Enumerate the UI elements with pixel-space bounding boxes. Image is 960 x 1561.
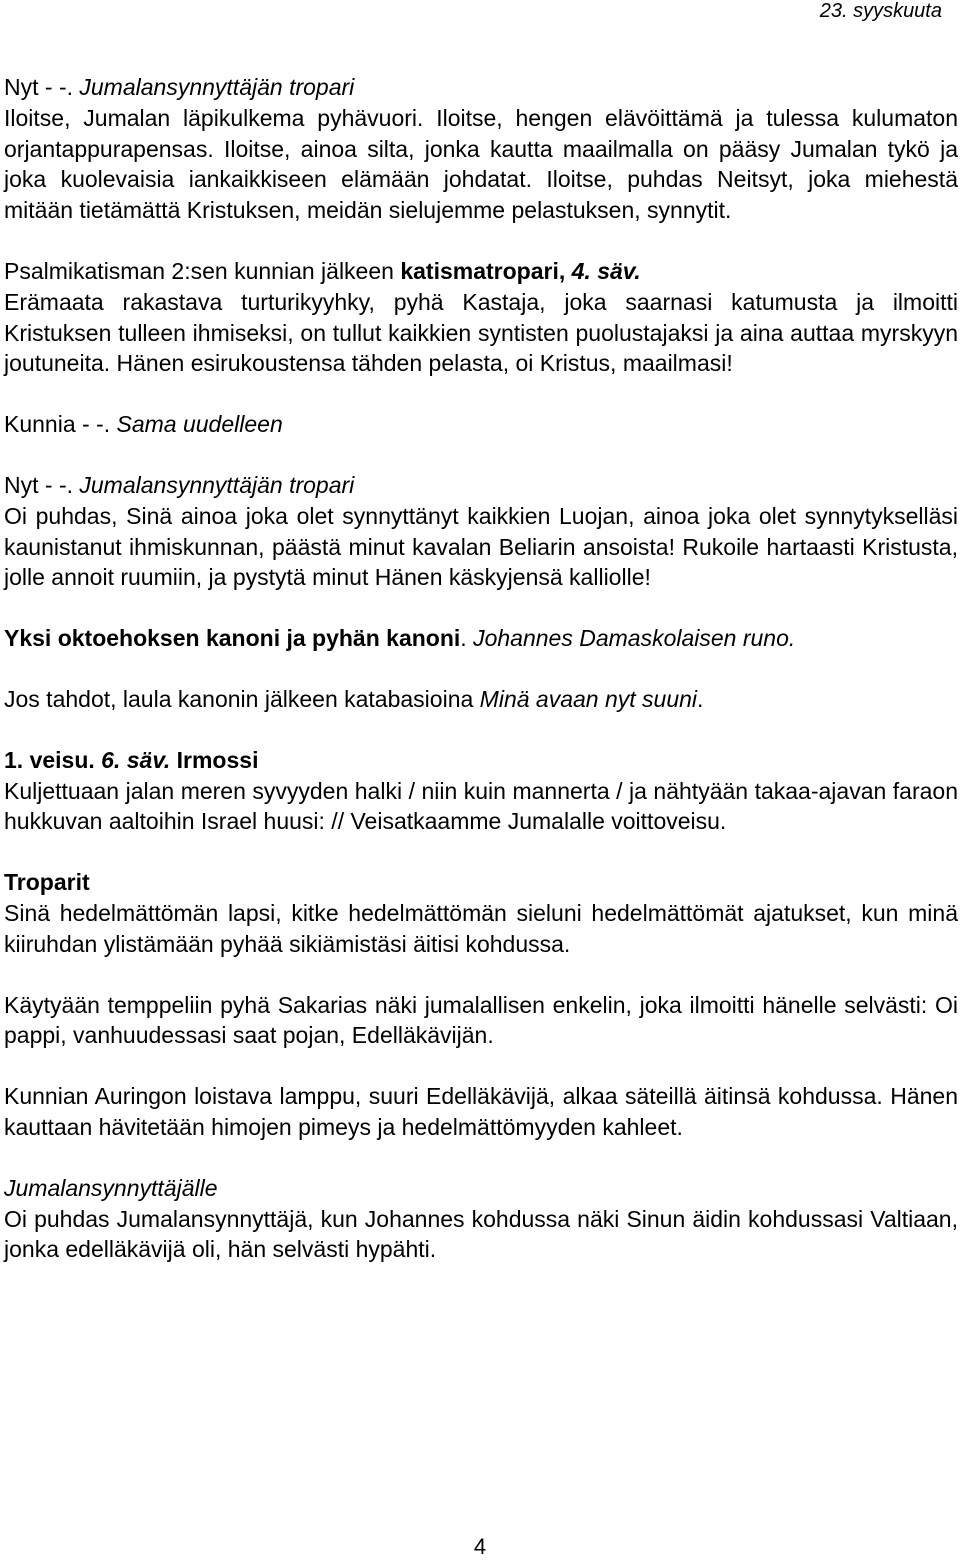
heading-title: Sama uudelleen xyxy=(116,411,283,438)
paragraph: Kuljettuaan jalan meren syvyyden halki / niin kuin mannerta / ja nähtyään takaa-ajavan faraon hukkuvan aaltoihin Israel huusi: // Veisatkaamme Jumalalle voittoveisu. xyxy=(4,777,958,835)
section-heading xyxy=(4,409,958,440)
heading-title: Jumalansynnyttäjän tropari xyxy=(79,74,355,100)
section-veisu-1 xyxy=(4,745,958,837)
document-body xyxy=(4,72,958,1295)
section-nyt-tropari-2 xyxy=(4,470,958,593)
section-kanoni xyxy=(4,623,958,654)
section-katabasia xyxy=(4,684,958,715)
section-heading xyxy=(4,72,958,103)
section-katismatropari xyxy=(4,256,958,379)
tone-label: 6. säv. xyxy=(101,746,171,773)
heading-title: Yksi oktoehoksen kanoni ja pyhän kanoni xyxy=(4,625,461,652)
katabasia-title: Minä avaan nyt suuni xyxy=(479,685,698,712)
section-heading: Jumalansynnyttäjälle xyxy=(4,1174,218,1201)
heading-prefix: Kunnia - -. xyxy=(4,411,117,438)
paragraph: Iloitse, Jumalan läpikulkema pyhävuori. Iloitse, hengen elävöittämä ja tulessa kulumaton orjantappurapensas. Iloitse, ainoa silta, jonka kautta maailmalla on pääsy Jumalan tykö ja joka kuolevaisia iankaikkiseen elämään johdatat. Iloitse, puhdas Neitsyt, joka miehestä mitään tietämättä Kristuksen, meidän sielujemme pelastuksen, synnytit. xyxy=(4,104,958,224)
paragraph: Kunnian Auringon loistava lamppu, suuri Edelläkävijä, alkaa säteillä äitinsä kohdussa. Hänen kauttaan hävitetään himojen pimeys ja hedelmättömyyden kahleet. xyxy=(4,1083,958,1140)
running-header-date: 23. syyskuuta xyxy=(819,0,942,22)
page-number: 4 xyxy=(473,1534,487,1559)
paragraph xyxy=(4,684,958,715)
section-nyt-tropari-1 xyxy=(4,72,958,226)
section-heading: Troparit xyxy=(4,869,90,896)
paragraph: Erämaata rakastava turturikyyhky, pyhä Kastaja, joka saarnasi katumusta ja ilmoitti Kristuksen tulleen ihmiseksi, on tullut kaikkien syntisten puolustajaksi ja aina auttaa myrskyyn joutuneita. Hänen esirukoustensa tähden pelasta, oi Kristus, maailmasi! xyxy=(4,288,958,377)
section-troparit xyxy=(4,867,958,959)
section-tropari-2 xyxy=(4,990,958,1052)
heading-title: Irmossi xyxy=(170,746,259,773)
section-jumalansynnyttajalle xyxy=(4,1173,958,1265)
text-run: . xyxy=(697,685,704,712)
separator: . xyxy=(460,625,474,652)
section-heading xyxy=(4,256,958,287)
heading-title: katismatropari, xyxy=(400,257,572,284)
paragraph: Oi puhdas, Sinä ainoa joka olet synnyttänyt kaikkien Luojan, ainoa joka olet synnytykselläsi kaunistanut ihmiskunnan, päästä minut kavalan Beliarin ansoista! Rukoile hartaasti Kristusta, jolle annoit ruumiin, ja pystytä minut Hänen käskyjensä kalliolle! xyxy=(4,502,958,591)
author-label: Johannes Damaskolaisen runo. xyxy=(473,625,796,652)
paragraph: Sinä hedelmättömän lapsi, kitke hedelmättömän sieluni hedelmättömät ajatukset, kun minä kiiruhdan ylistämään pyhää sikiämistäsi äitisi kohdussa. xyxy=(4,899,958,957)
section-heading xyxy=(4,623,958,654)
section-tropari-3 xyxy=(4,1081,958,1143)
heading-prefix: Psalmikatisman 2:sen kunnian jälkeen xyxy=(4,257,401,284)
text-run: Jos tahdot, laula kanonin jälkeen katabasioina xyxy=(4,685,480,712)
paragraph: Oi puhdas Jumalansynnyttäjä, kun Johannes kohdussa näki Sinun äidin kohdussasi Valtiaan, jonka edelläkävijä oli, hän selvästi hypähti. xyxy=(4,1205,958,1263)
section-heading xyxy=(4,470,958,501)
ode-number: 1. veisu. xyxy=(4,746,102,773)
heading-prefix: Nyt - -. xyxy=(4,471,80,498)
heading-prefix: Nyt - -. xyxy=(4,74,80,100)
section-kunnia xyxy=(4,409,958,440)
heading-title: Jumalansynnyttäjän tropari xyxy=(79,471,355,498)
paragraph: Käytyään temppeliin pyhä Sakarias näki jumalallisen enkelin, joka ilmoitti hänelle selvästi: Oi pappi, vanhuudessasi saat pojan, Edelläkävijän. xyxy=(4,991,958,1049)
section-heading xyxy=(4,745,958,776)
tone-label: 4. säv. xyxy=(571,257,641,284)
